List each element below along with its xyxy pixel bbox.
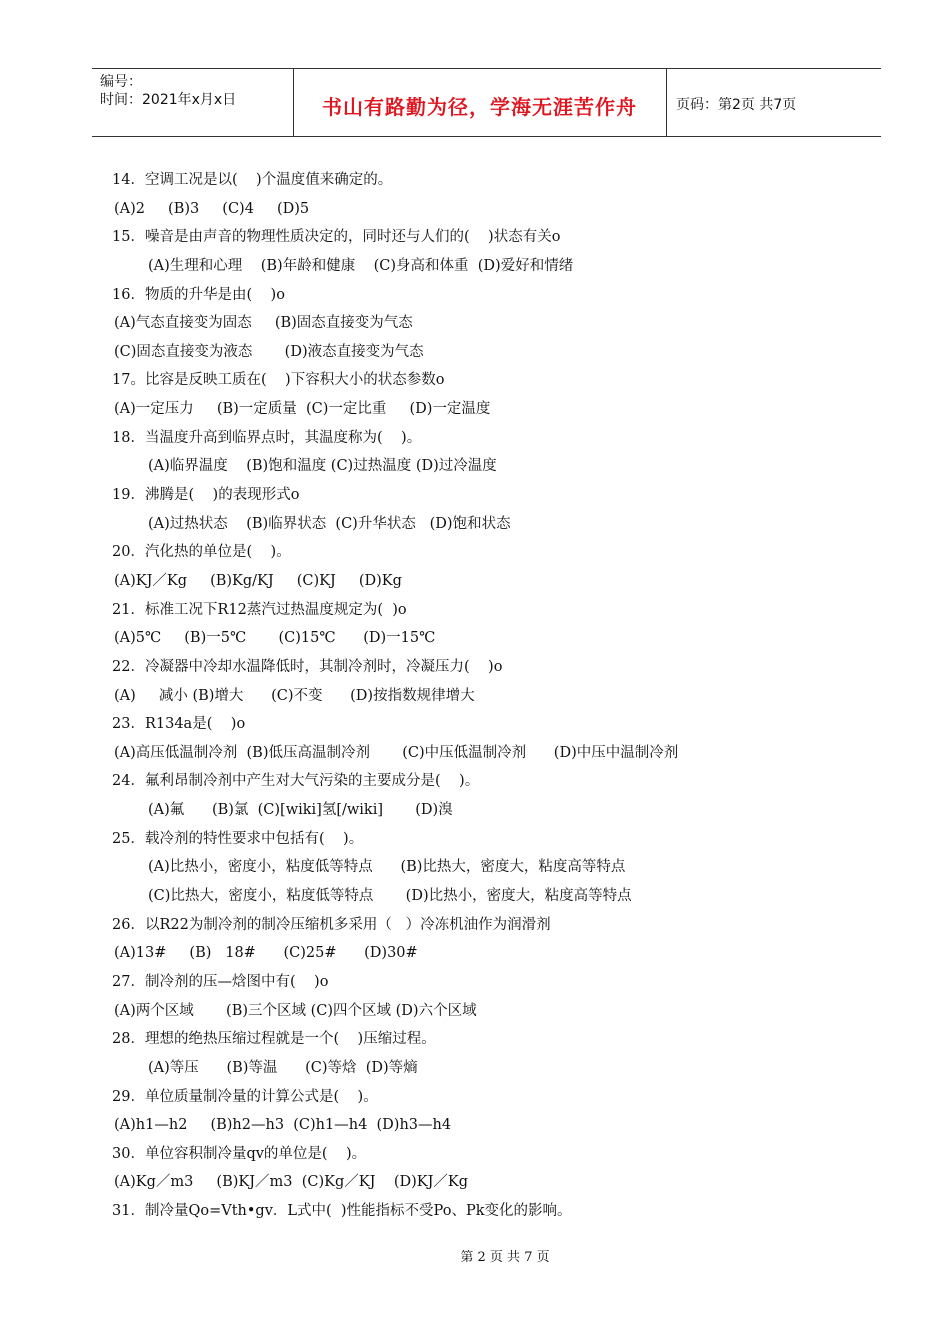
- question-text: 19．沸腾是( )的表现形式o: [112, 487, 300, 504]
- question-text: 20．汽化热的单位是( )。: [112, 544, 291, 561]
- answer-options: (A)5℃ (B)一5℃ (C)15℃ (D)一15℃: [114, 630, 436, 647]
- question-text: 16．物质的升华是由( )o: [112, 286, 285, 303]
- question-text: 14．空调工况是以( )个温度值来确定的。: [112, 172, 393, 188]
- answer-options: (A)一定压力 (B)一定质量 (C)一定比重 (D)一定温度: [114, 401, 491, 418]
- answer-options: (C)比热大，密度小，粘度低等特点 (D)比热小，密度大，粘度高等特点: [148, 888, 632, 905]
- answer-options: (A)生理和心理 (B)年龄和健康 (C)身高和体重 (D)爱好和情绪: [148, 257, 574, 274]
- answer-options: (A) 减小 (B)增大 (C)不变 (D)按指数规律增大: [114, 687, 475, 704]
- question-text: 31．制冷量Qo=Vth•gv．L式中( )性能指标不受Po、Pk变化的影响。: [112, 1203, 572, 1220]
- answer-options: (C)固态直接变为液态 (D)液态直接变为气态: [114, 343, 424, 360]
- answer-options: (A)临界温度 (B)饱和温度 (C)过热温度 (D)过冷温度: [148, 458, 497, 475]
- answer-options: (A)过热状态 (B)临界状态 (C)升华状态 (D)饱和状态: [148, 515, 511, 532]
- page-header: [92, 68, 881, 137]
- answer-options: (A)h1—h2 (B)h2—h3 (C)h1—h4 (D)h3—h4: [114, 1117, 452, 1134]
- answer-options: (A)气态直接变为固态 (B)固态直接变为气态: [114, 315, 413, 332]
- page-footer: 第 2 页 共 7 页: [460, 1250, 550, 1265]
- question-text: 15．噪音是由声音的物理性质决定的，同时还与人们的( )状态有关o: [112, 229, 561, 246]
- answer-options: (A)氟 (B)氯 (C)[wiki]氢[/wiki] (D)溴: [148, 802, 453, 819]
- question-text: 23．R134a是( )o: [112, 716, 246, 733]
- question-text: 28．理想的绝热压缩过程就是一个( )压缩过程。: [112, 1031, 436, 1048]
- question-text: 18．当温度升高到临界点时，其温度称为( )。: [112, 429, 422, 446]
- answer-options: (A)2 (B)3 (C)4 (D)5: [114, 200, 310, 217]
- time-label: 时间：2021年x月x日: [100, 92, 237, 108]
- answer-options: (A)KJ／Kg (B)Kg/KJ (C)KJ (D)Kg: [114, 572, 402, 589]
- question-text: 25．载冷剂的特性要求中包括有( )。: [112, 830, 364, 847]
- answer-options: (A)高压低温制冷剂 (B)低压高温制冷剂 (C)中压低温制冷剂 (D)中压中温制冷剂: [114, 744, 679, 761]
- question-text: 29．单位质量制冷量的计算公式是( )。: [112, 1088, 378, 1105]
- number-label: 编号：: [100, 74, 142, 90]
- question-text: 30．单位容积制冷量qv的单位是( )。: [112, 1145, 367, 1162]
- header-page-info: 页码：第2页 共7页: [676, 97, 797, 113]
- question-text: 17。比容是反映工质在( )下容积大小的状态参数o: [112, 372, 445, 389]
- question-text: 21．标准工况下R12蒸汽过热温度规定为( )o: [112, 601, 407, 618]
- question-text: 26．以R22为制冷剂的制冷压缩机多采用（ ）冷冻机油作为润滑剂: [112, 916, 551, 933]
- answer-options: (A)两个区域 (B)三个区域 (C)四个区域 (D)六个区域: [114, 1002, 477, 1019]
- question-text: 22．冷凝器中冷却水温降低时，其制冷剂时，冷凝压力( )o: [112, 658, 503, 675]
- header-meta: [100, 73, 236, 109]
- answer-options: (A)Kg／m3 (B)KJ／m3 (C)Kg／KJ (D)KJ／Kg: [114, 1174, 469, 1191]
- answer-options: (A)13# (B) 18# (C)25# (D)30#: [114, 945, 418, 962]
- question-text: 24．氟利昂制冷剂中产生对大气污染的主要成分是( )。: [112, 773, 480, 790]
- header-divider: [666, 69, 667, 136]
- answer-options: (A)比热小，密度小，粘度低等特点 (B)比热大，密度大，粘度高等特点: [148, 859, 626, 876]
- question-list: [112, 166, 832, 1226]
- question-text: 27．制冷剂的压—焓图中有( )o: [112, 973, 329, 990]
- header-motto: 书山有路勤为径，学海无涯苦作舟: [322, 95, 637, 119]
- answer-options: (A)等压 (B)等温 (C)等焓 (D)等熵: [148, 1059, 418, 1076]
